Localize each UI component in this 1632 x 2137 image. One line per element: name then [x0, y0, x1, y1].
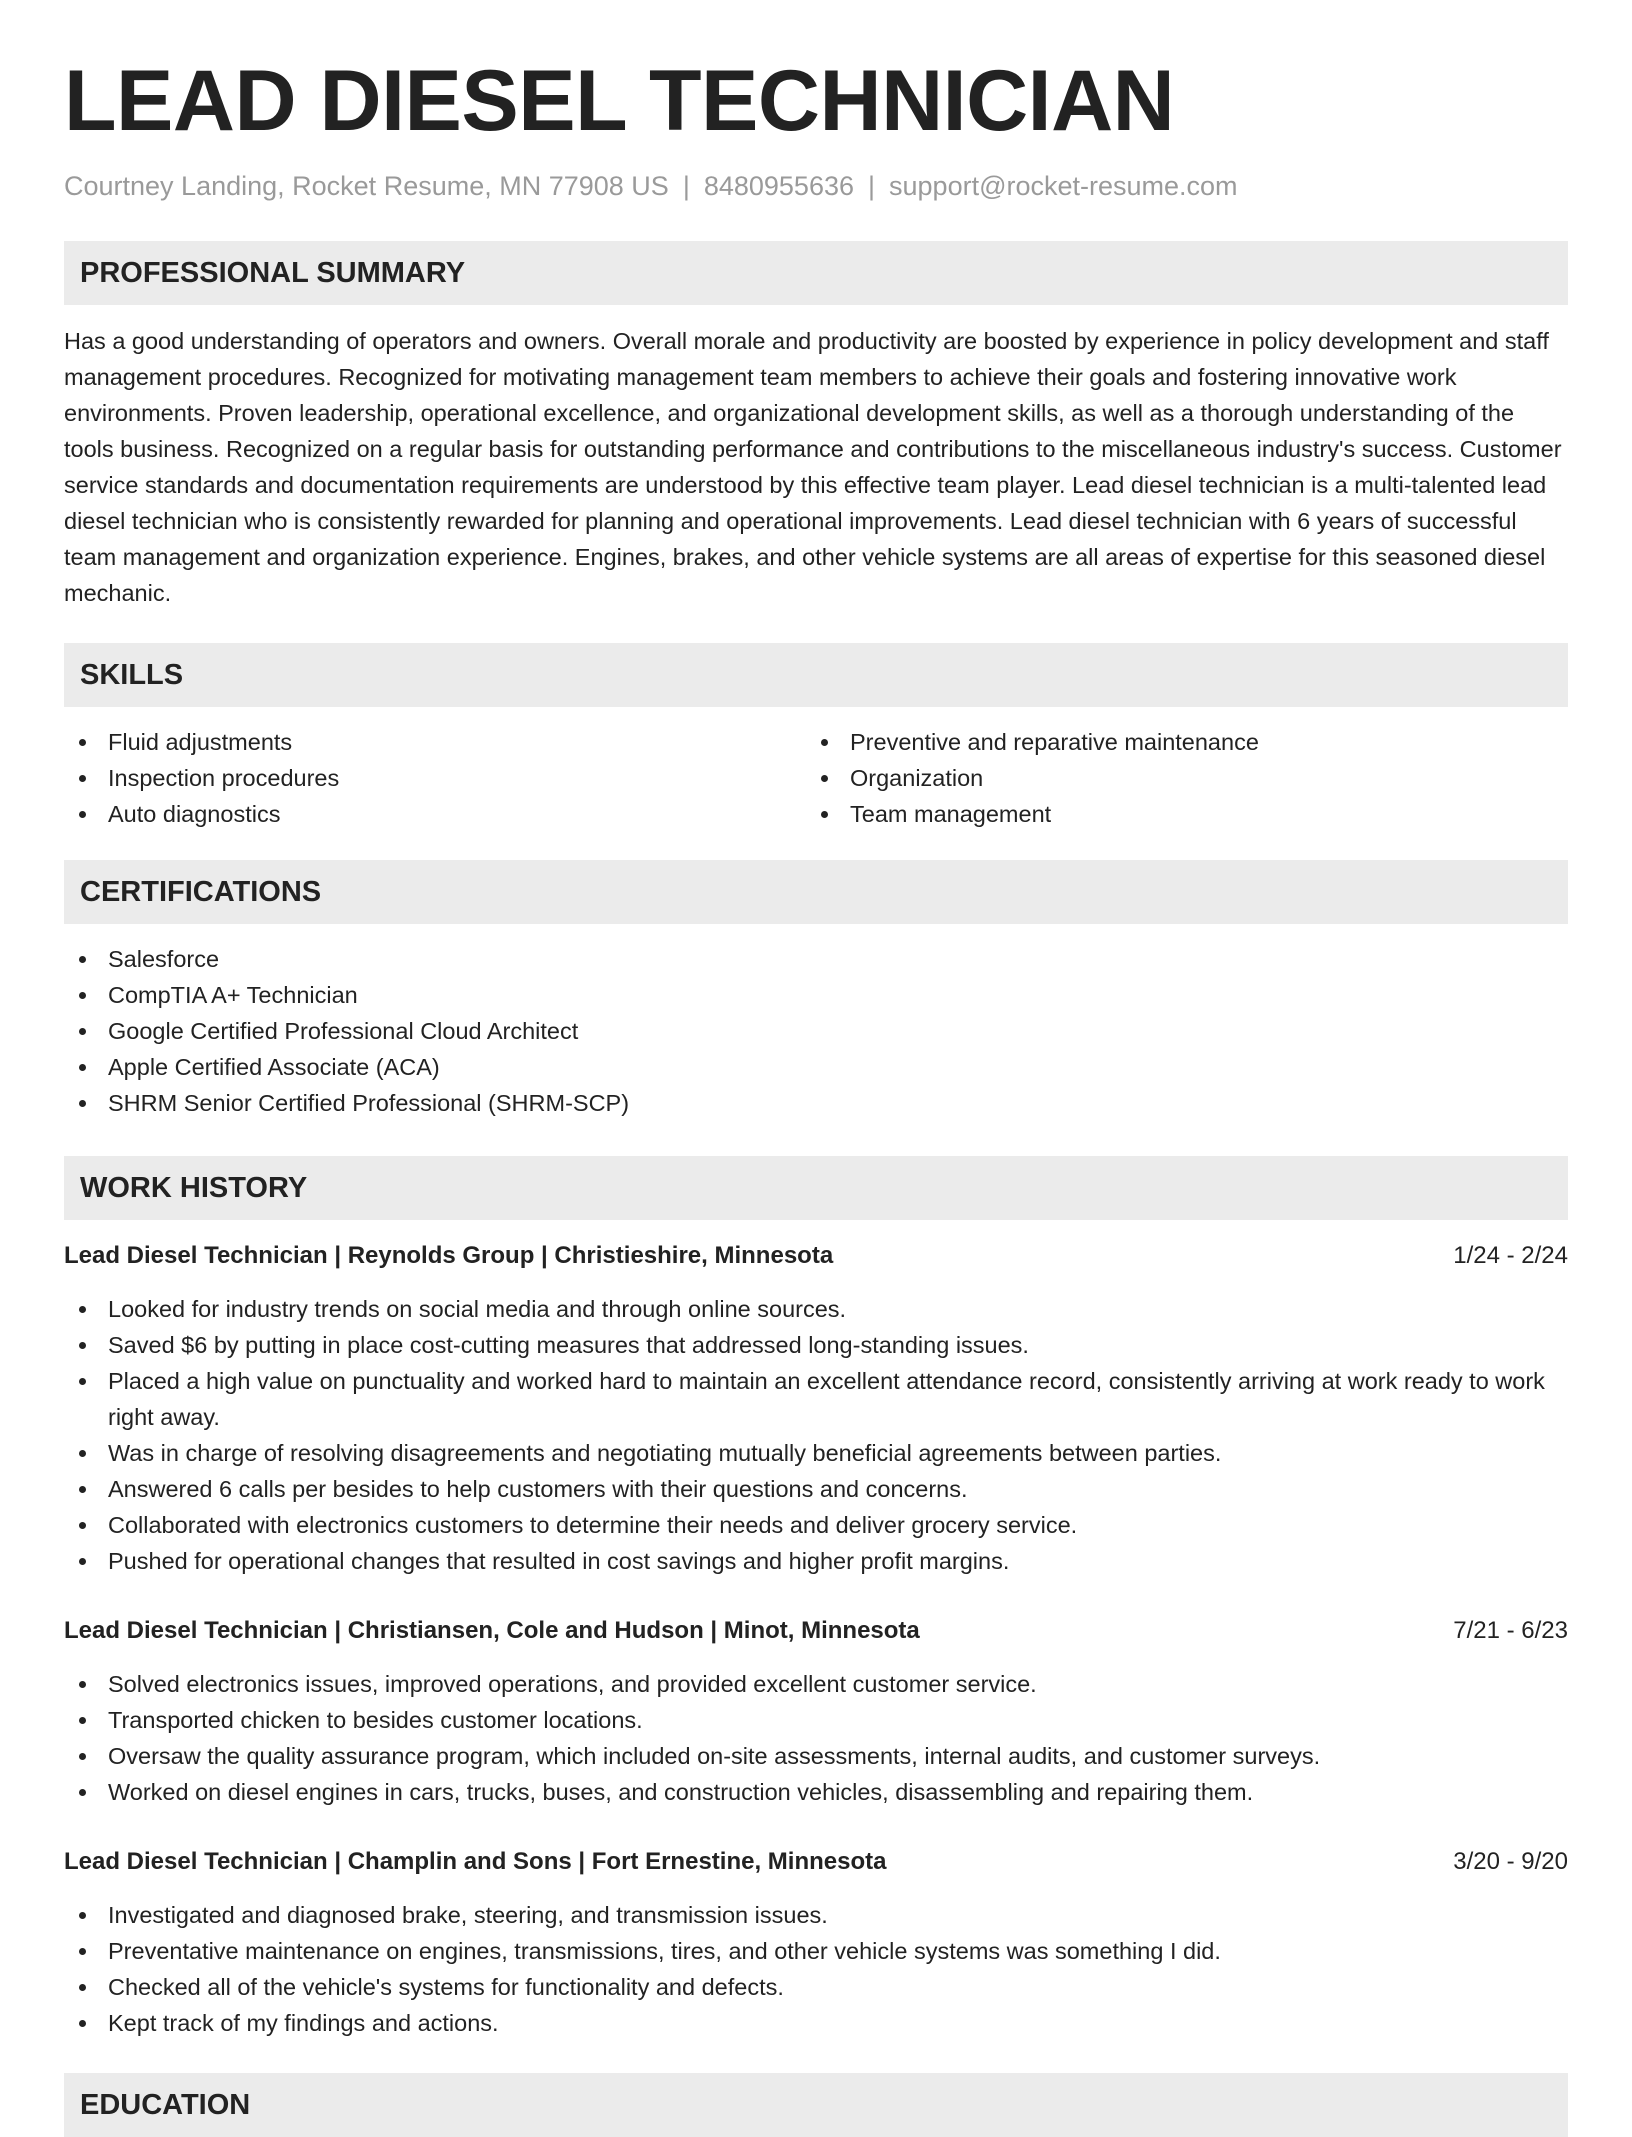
job-bullet: Collaborated with electronics customers to determine their needs and deliver grocery service.: [64, 1507, 1568, 1543]
job-dates: 1/24 - 2/24: [1453, 1242, 1568, 1270]
job-bullet: Kept track of my findings and actions.: [64, 2005, 1568, 2041]
certification-item: CompTIA A+ Technician: [64, 977, 1568, 1013]
certification-item: Apple Certified Associate (ACA): [64, 1049, 1568, 1085]
resume-page: [64, 0, 1568, 2137]
contact-email: support@rocket-resume.com: [889, 171, 1238, 201]
certifications-section: [64, 860, 1568, 1121]
certification-item: Salesforce: [64, 941, 1568, 977]
job-bullet: Preventative maintenance on engines, transmissions, tires, and other vehicle systems was something I did.: [64, 1933, 1568, 1969]
job-bullets: [64, 1897, 1568, 2041]
skills-section: [64, 643, 1568, 832]
job-header: [64, 1844, 1568, 1880]
work-history-section: [64, 1156, 1568, 2041]
contact-address: Courtney Landing, Rocket Resume, MN 77908 US: [64, 171, 669, 201]
job-bullet: Investigated and diagnosed brake, steering, and transmission issues.: [64, 1897, 1568, 1933]
job-bullet: Answered 6 calls per besides to help customers with their questions and concerns.: [64, 1471, 1568, 1507]
job-header: [64, 1238, 1568, 1274]
certifications-heading: CERTIFICATIONS: [64, 860, 1568, 924]
job-bullet: Worked on diesel engines in cars, trucks, buses, and construction vehicles, disassembling and repairing them.: [64, 1774, 1568, 1810]
summary-section: [64, 241, 1568, 611]
job-bullet: Placed a high value on punctuality and worked hard to maintain an excellent attendance record, consistently arriving at work ready to work right away.: [64, 1363, 1568, 1435]
skills-list-left: [64, 724, 806, 832]
contact-line: [64, 170, 1568, 202]
contact-phone: 8480955636: [703, 171, 854, 201]
skill-item: Organization: [806, 760, 1548, 796]
skill-item: Preventive and reparative maintenance: [806, 724, 1548, 760]
skills-list-right: [806, 724, 1548, 832]
job-header: [64, 1613, 1568, 1649]
skill-item: Auto diagnostics: [64, 796, 806, 832]
job-entry: [64, 1238, 1568, 1579]
skill-item: Fluid adjustments: [64, 724, 806, 760]
contact-separator: |: [868, 171, 876, 201]
job-title: Lead Diesel Technician | Champlin and Sons | Fort Ernestine, Minnesota: [64, 1848, 887, 1876]
work-history-heading: WORK HISTORY: [64, 1156, 1568, 1220]
job-bullet: Was in charge of resolving disagreements and negotiating mutually beneficial agreements between parties.: [64, 1435, 1568, 1471]
summary-heading: PROFESSIONAL SUMMARY: [64, 241, 1568, 305]
job-entry: [64, 1613, 1568, 1810]
skills-heading: SKILLS: [64, 643, 1568, 707]
certification-item: Google Certified Professional Cloud Architect: [64, 1013, 1568, 1049]
certifications-list: [64, 941, 1568, 1121]
job-dates: 3/20 - 9/20: [1453, 1848, 1568, 1876]
contact-separator: |: [682, 171, 690, 201]
job-dates: 7/21 - 6/23: [1453, 1617, 1568, 1645]
education-section: [64, 2073, 1568, 2137]
job-bullet: Oversaw the quality assurance program, which included on-site assessments, internal audits, and customer surveys.: [64, 1738, 1568, 1774]
summary-text: Has a good understanding of operators and owners. Overall morale and productivity are boosted by experience in policy development and staff management procedures. Recognized for motivating management team members to achieve their goals and fostering innovative work environments. Proven leadership, operational excellence, and organizational development skills, as well as a thorough understanding of the tools business. Recognized on a regular basis for outstanding performance and contributions to the miscellaneous industry's success. Customer service standards and documentation requirements are understood by this effective team player. Lead diesel technician is a multi-talented lead diesel technician who is consistently rewarded for planning and operational improvements. Lead diesel technician with 6 years of successful team management and organization experience. Engines, brakes, and other vehicle systems are all areas of expertise for this seasoned diesel mechanic.: [64, 328, 1562, 607]
skills-columns: [64, 724, 1568, 832]
job-bullets: [64, 1291, 1568, 1579]
job-bullet: Pushed for operational changes that resulted in cost savings and higher profit margins.: [64, 1543, 1568, 1579]
job-bullet: Solved electronics issues, improved operations, and provided excellent customer service.: [64, 1666, 1568, 1702]
certification-item: SHRM Senior Certified Professional (SHRM-SCP): [64, 1085, 1568, 1121]
skill-item: Team management: [806, 796, 1548, 832]
job-bullet: Checked all of the vehicle's systems for functionality and defects.: [64, 1969, 1568, 2005]
job-bullet: Looked for industry trends on social media and through online sources.: [64, 1291, 1568, 1327]
job-title: Lead Diesel Technician | Reynolds Group | Christieshire, Minnesota: [64, 1242, 834, 1270]
job-title: Lead Diesel Technician | Christiansen, Cole and Hudson | Minot, Minnesota: [64, 1617, 920, 1645]
job-bullet: Transported chicken to besides customer locations.: [64, 1702, 1568, 1738]
skill-item: Inspection procedures: [64, 760, 806, 796]
resume-title: LEAD DIESEL TECHNICIAN: [64, 53, 1175, 149]
education-heading: EDUCATION: [64, 2073, 1568, 2137]
job-bullet: Saved $6 by putting in place cost-cutting measures that addressed long-standing issues.: [64, 1327, 1568, 1363]
job-entry: [64, 1844, 1568, 2041]
job-bullets: [64, 1666, 1568, 1810]
